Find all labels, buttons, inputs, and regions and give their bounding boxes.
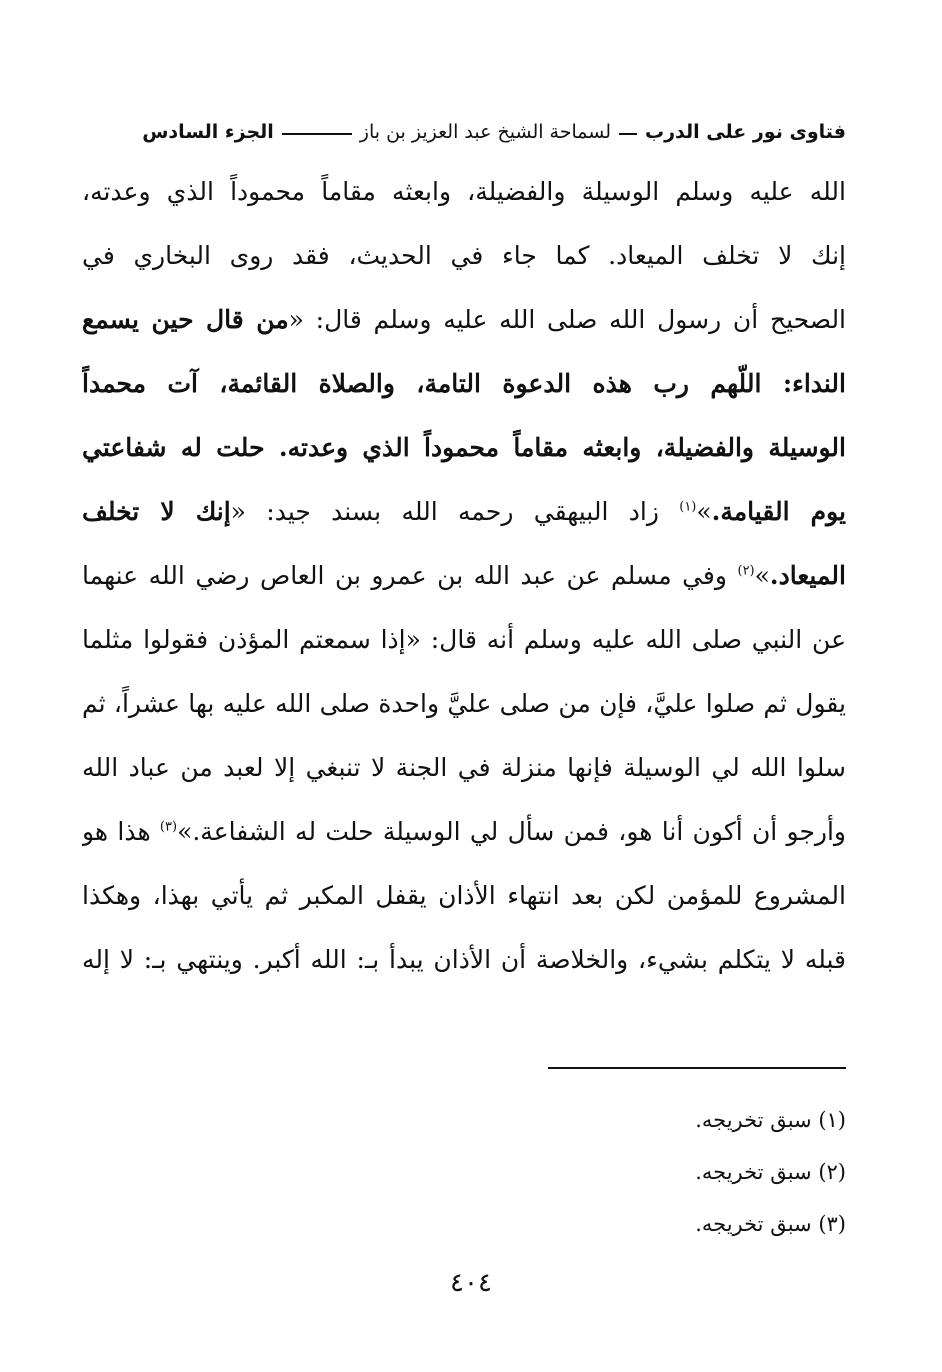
footnote-ref[interactable]: (٣) [159, 819, 178, 835]
hadith-quote: إنك لا تخلف [82, 497, 231, 526]
text-line: المشروع للمؤمن لكن بعد انتهاء الأذان يقفل المكبر ثم يأتي بهذا، وهكذا [82, 881, 846, 910]
hadith-quote: من قال حين يسمع [82, 305, 289, 334]
text-line: يقول ثم صلوا عليَّ، فإن من صلى عليَّ واحدة صلى الله عليه بها عشراً، ثم [82, 689, 846, 718]
footnote-item: (١) سبق تخريجه. [695, 1108, 846, 1132]
author-name: لسماحة الشيخ عبد العزيز بن باز [359, 121, 611, 143]
main-text [82, 160, 846, 992]
text-line: يوم القيامة.»$^{(١)}$ زاد البيهقي رحمه الله بسند جيد: «إنك لا تخلف [82, 497, 846, 526]
page-number: ٤٠٤ [450, 1268, 492, 1298]
hadith-quote: الميعاد. [769, 561, 846, 590]
text-line: سلوا الله لي الوسيلة فإنها منزلة في الجنة لا تنبغي إلا لعبد من عباد الله [82, 753, 846, 782]
header-dash [619, 133, 637, 135]
footnote-item: (٢) سبق تخريجه. [695, 1160, 846, 1184]
footnote-separator [548, 1067, 846, 1069]
running-header [82, 112, 846, 152]
text-line: قبله لا يتكلم بشيء، والخلاصة أن الأذان يبدأ بـ: الله أكبر. وينتهي بـ: لا إله [82, 945, 846, 974]
footnotes [82, 1094, 846, 1250]
text-line: الميعاد.»$^{(٢)}$ وفي مسلم عن عبد الله بن عمرو بن العاص رضي الله عنهما [82, 561, 846, 590]
text-line: عن النبي صلى الله عليه وسلم أنه قال: «إذا سمعتم المؤذن فقولوا مثلما [82, 625, 846, 654]
text-line: وأرجو أن أكون أنا هو، فمن سأل لي الوسيلة حلت له الشفاعة.»$^{(٣)}$ هذا هو [82, 817, 846, 846]
footnote-ref[interactable]: (١) [679, 499, 697, 515]
text-line: الله عليه وسلم الوسيلة والفضيلة، وابعثه مقاماً محموداً الذي وعدته، [82, 177, 846, 206]
book-title: فتاوى نور على الدرب [645, 121, 846, 143]
footnote-ref[interactable]: (٢) [737, 563, 755, 579]
footnote-item: (٣) سبق تخريجه. [695, 1212, 846, 1236]
hadith-quote: النداء: اللّهم رب هذه الدعوة التامة، والصلاة القائمة، آت محمداً [82, 369, 846, 398]
text-line [82, 352, 846, 416]
volume-label: الجزء السادس [142, 121, 274, 143]
text-line [82, 416, 846, 480]
hadith-quote: الوسيلة والفضيلة، وابعثه مقاماً محموداً الذي وعدته. حلت له شفاعتي [82, 433, 846, 462]
text-line: إنك لا تخلف الميعاد. كما جاء في الحديث، فقد روى البخاري في [82, 241, 846, 270]
text-line: الصحيح أن رسول الله صلى الله عليه وسلم قال: «من قال حين يسمع [82, 305, 846, 334]
hadith-quote: يوم القيامة. [711, 497, 846, 526]
header-rule [282, 133, 352, 135]
